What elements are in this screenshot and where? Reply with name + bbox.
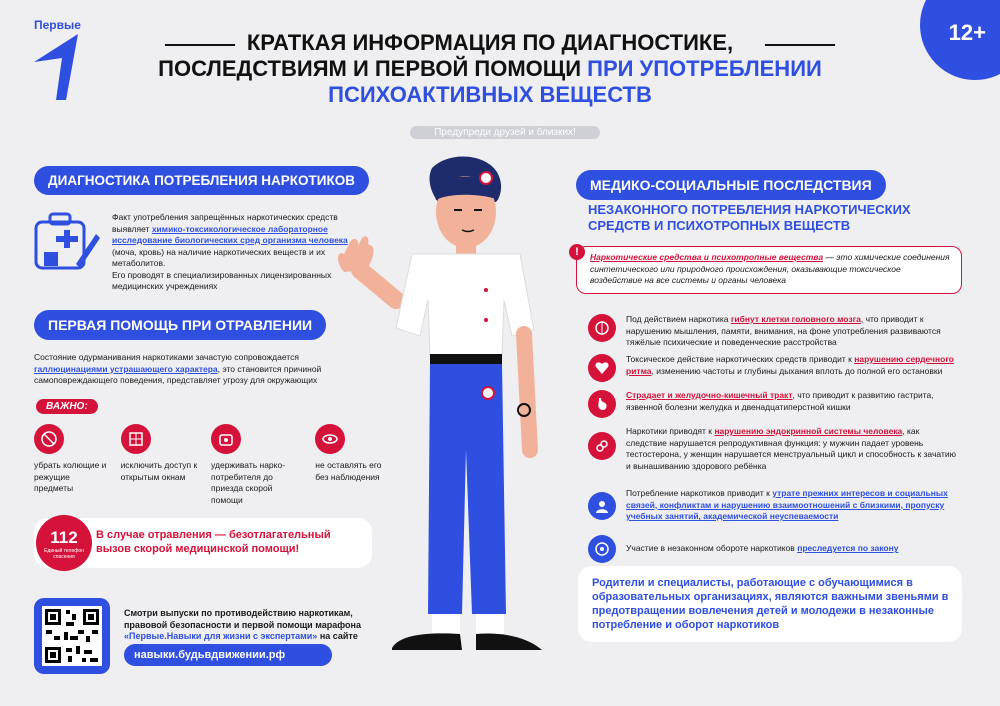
tip-item bbox=[211, 424, 305, 506]
consequences-subheading: НЕЗАКОННОГО ПОТРЕБЛЕНИЯ НАРКОТИЧЕСКИХ СРЕДСТВ И ПСИХОТРОПНЫХ ВЕЩЕСТВ bbox=[588, 202, 911, 233]
tip-item bbox=[34, 424, 111, 506]
item-pre: Токсическое действие наркотических средств приводит к bbox=[626, 354, 855, 364]
qr-code-icon bbox=[42, 606, 102, 666]
logo-mark-icon bbox=[32, 32, 82, 102]
item-highlight: гибнут клетки головного мозга bbox=[730, 314, 861, 324]
consequences-heading: МЕДИКО-СОЦИАЛЬНЫЕ ПОСЛЕДСТВИЯ bbox=[576, 170, 886, 200]
gender-icon bbox=[588, 432, 616, 460]
item-pre: Наркотики приводят к bbox=[626, 426, 715, 436]
item-pre: Потребление наркотиков приводит к bbox=[626, 488, 773, 498]
definition-text bbox=[590, 252, 955, 287]
first-aid-text-highlight: галлюцинациями устрашающего характера bbox=[34, 363, 218, 374]
item-post: , изменению частоты и глубины дыхания вплоть до полной его остановки bbox=[651, 365, 943, 376]
consequences-list bbox=[588, 314, 968, 564]
first-aid-text1: Состояние одурманивания наркотиками зачастую сопровождается bbox=[34, 352, 299, 362]
important-label: ВАЖНО: bbox=[36, 399, 98, 414]
hold-person-icon bbox=[211, 424, 241, 454]
age-badge: 12+ bbox=[948, 20, 986, 45]
stomach-icon bbox=[588, 390, 616, 418]
logo-text: Первые bbox=[34, 18, 81, 32]
diagnostics-heading: ДИАГНОСТИКА ПОТРЕБЛЕНИЯ НАРКОТИКОВ bbox=[34, 166, 369, 195]
item-highlight: нарушению эндокринной системы человека bbox=[714, 426, 903, 436]
definition-body: — это химические соединения синтетического или природного происхождения, оказывающие токсическое воздействие на все системы и органы человека bbox=[590, 252, 950, 285]
tip-item bbox=[121, 424, 201, 506]
logo bbox=[34, 18, 81, 32]
consequence-item bbox=[588, 534, 968, 564]
consequence-item bbox=[588, 314, 968, 350]
diagnostics-text1: Факт употребления запрещённых наркотических средств выявляет bbox=[112, 212, 338, 234]
tip-text: не оставлять его без наблюдения bbox=[315, 460, 382, 482]
title-line2: ПОСЛЕДСТВИЯМ И ПЕРВОЙ ПОМОЩИ bbox=[158, 56, 588, 81]
law-icon bbox=[588, 535, 616, 563]
tip-text: убрать колющие и режущие предметы bbox=[34, 460, 107, 493]
emergency-text-black: безотлагательный вызов скорой медицинской помощи! bbox=[96, 529, 331, 555]
social-icon bbox=[588, 492, 616, 520]
title-line1: КРАТКАЯ ИНФОРМАЦИЯ ПО ДИАГНОСТИКЕ, bbox=[246, 30, 734, 55]
first-aid-text2: , это становится причиной самоповреждающего поведения, представляет угрозу для окружающих bbox=[34, 363, 322, 385]
item-pre: Участие в незаконном обороте наркотиков bbox=[626, 543, 798, 554]
consequence-item bbox=[588, 426, 968, 484]
person-illustration bbox=[320, 150, 560, 670]
tip-text: удерживать нарко-потребителя до приезда скорой помощи bbox=[211, 460, 286, 505]
heart-icon bbox=[588, 354, 616, 382]
subtitle: Предупреди друзей и близких! bbox=[410, 126, 600, 139]
parents-note: Родители и специалисты, работающие с обучающимися в образовательных организациях, являются важными звеньями в предотвращении вовлечения детей и молодежи в незаконные потребление и оборот наркотиков bbox=[592, 577, 949, 631]
footer-text1: Смотри выпуски по противодействию наркотикам, правовой безопасности и первой помощи марафона bbox=[124, 608, 361, 630]
item-post: , что приводит к развитию гастрита, язвенной болезни желудка и двенадцатиперстной кишки bbox=[626, 390, 934, 412]
consequence-item bbox=[588, 488, 968, 534]
item-pre: Под действием наркотика bbox=[626, 314, 731, 324]
item-highlight: Страдает и желудочно-кишечный тракт bbox=[626, 390, 793, 400]
alert-icon: ! bbox=[569, 244, 585, 260]
footer-text-blue: «Первые.Навыки для жизни с экспертами» bbox=[124, 631, 318, 641]
item-post: , что приводит к нарушению мышления, памяти, внимания, на фоне употребления развиваются тяжёлые психические и поведенческие расстройства bbox=[626, 314, 941, 347]
item-highlight: нарушению сердечного ритма bbox=[626, 354, 954, 376]
no-knife-icon bbox=[34, 424, 64, 454]
qr-code-box[interactable] bbox=[34, 598, 110, 674]
consequence-item bbox=[588, 354, 968, 390]
footer-text2: на сайте bbox=[317, 631, 358, 641]
title-line3: ПСИХОАКТИВНЫХ ВЕЩЕСТВ bbox=[328, 82, 652, 107]
emergency-caption: Единый телефон спасения bbox=[44, 548, 84, 560]
consequence-item bbox=[588, 390, 968, 426]
diagnostics-text3: Его проводят в специализированных лицензированных медицинских учреждениях bbox=[112, 269, 332, 291]
tip-text: исключить доступ к открытым окнам bbox=[120, 460, 198, 482]
medical-kit-icon bbox=[32, 212, 102, 272]
page-title bbox=[140, 30, 840, 108]
item-highlight: преследуется по закону bbox=[797, 543, 899, 554]
footer-url-link[interactable]: навыки.будьвдвижении.рф bbox=[124, 644, 332, 666]
emergency-number: 112 bbox=[50, 528, 78, 547]
definition-red: Наркотические средства и психотропные вещества bbox=[590, 252, 824, 262]
diagnostics-text2: (моча, кровь) на наличие наркотических веществ и их метаболитов. bbox=[112, 246, 326, 268]
emergency-text-red: В случае отравления — bbox=[96, 529, 229, 541]
no-window-icon bbox=[121, 424, 151, 454]
brain-icon bbox=[588, 314, 616, 342]
first-aid-heading: ПЕРВАЯ ПОМОЩЬ ПРИ ОТРАВЛЕНИИ bbox=[34, 310, 326, 340]
diagnostics-text-highlight: химико-токсикологическое лабораторное исследование биологических сред организма человека bbox=[112, 223, 348, 245]
item-post: , как следствие нарушается репродуктивная функция: у мужчин падает уровень тестостерона, у женщин нарушается менструальный цикл и способность к зачатию и вынашиванию здорового ребёнка bbox=[626, 426, 956, 471]
item-highlight: утрате прежних интересов и социальных связей, конфликтам и нарушению взаимоотношений с близкими, пропуску учебных занятий, академической неуспеваемости bbox=[626, 488, 948, 521]
emergency-badge bbox=[36, 515, 92, 571]
title-line2-blue: ПРИ УПОТРЕБЛЕНИИ bbox=[587, 56, 822, 81]
